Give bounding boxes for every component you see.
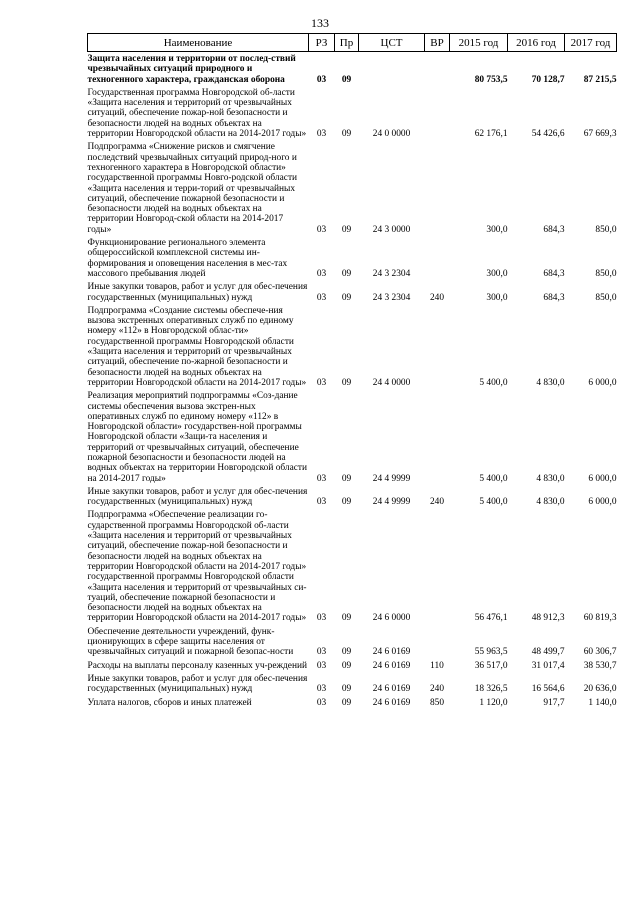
row-pr: 09	[341, 497, 352, 508]
row-2017: 60 819,3	[583, 613, 617, 624]
row-vr	[425, 389, 450, 485]
row-cst: 24 6 0169	[372, 684, 411, 695]
row-name: Подпрограмма «Обеспечение реализации го-сударственной программы Новгородской об-ласти «Защита населения и территорий от чрезвычайных ситуаций, обеспечение пожар-ной безопасности и безопасности людей на водных объектах на территории Новгородской области на 2014-2017 годы» государственной программы Новгородской области «Защита населения и территорий от чрезвычайных си-туаций, обеспечение пожарной безопасности и безопасности людей на водных объектах на территории Новгородской области на 2014-2017 годы»	[87, 510, 307, 624]
row-2015: 300,0	[486, 224, 508, 235]
row-name: Иные закупки товаров, работ и услуг для обес-печения государственных (муниципальных) нужд	[87, 486, 308, 508]
row-pr: 09	[341, 224, 352, 235]
budget-table	[87, 33, 617, 709]
row-rz: 03	[316, 647, 327, 658]
row-pr: 09	[341, 129, 352, 140]
row-pr: 09	[341, 697, 352, 708]
row-2017: 850,0	[595, 224, 617, 235]
row-name: Государственная программа Новгородской об-ласти «Защита населения и территорий от чрезвычайных ситуаций, обеспечение пожар-ной безопасности и безопасности людей на водных объектах на территории Новгородской области на 2014-2017 годы»	[87, 87, 307, 140]
row-2017: 6 000,0	[588, 497, 617, 508]
row-2017: 850,0	[595, 292, 617, 303]
table-row	[88, 696, 617, 709]
row-rz: 03	[316, 129, 327, 140]
row-cst: 24 3 2304	[372, 292, 411, 303]
row-rz: 03	[316, 613, 327, 624]
row-2015: 56 476,1	[474, 613, 508, 624]
row-cst	[359, 52, 425, 86]
row-2017: 20 636,0	[583, 684, 617, 695]
row-vr: 240	[429, 292, 445, 303]
row-cst: 24 4 9999	[372, 473, 411, 484]
table-row	[88, 672, 617, 696]
row-rz: 03	[316, 473, 327, 484]
row-2016: 684,3	[543, 292, 565, 303]
row-pr: 09	[341, 647, 352, 658]
row-rz: 03	[316, 292, 327, 303]
row-2015: 5 400,0	[479, 473, 508, 484]
row-2017: 6 000,0	[588, 377, 617, 388]
row-2016: 684,3	[543, 268, 565, 279]
row-2015: 1 120,0	[479, 697, 508, 708]
page-number: 133	[311, 16, 329, 30]
row-vr	[425, 236, 450, 280]
row-vr	[425, 86, 450, 140]
row-vr: 240	[429, 684, 445, 695]
row-cst: 24 6 0169	[372, 647, 411, 658]
row-rz: 03	[316, 224, 327, 235]
row-2016: 4 830,0	[536, 473, 565, 484]
row-2017: 850,0	[595, 268, 617, 279]
row-vr	[425, 625, 450, 659]
row-2016: 31 017,4	[531, 660, 565, 671]
table-header-row	[88, 34, 617, 52]
row-name: Защита населения и территории от послед-ствий чрезвычайных ситуаций природного и техногенного характера, гражданская оборона	[87, 54, 296, 85]
row-name: Реализация мероприятий подпрограммы «Соз-дание системы обеспечения вызова экстрен-ных оперативных служб по единому номеру «112» в Новгородской области» государствен-ной программы Новгородской области «Защи-та населения и территорий от чрезвычайных ситуаций, обеспечение пожарной безопасности и безопасности людей на водных объектах на территории Новгородской области на 2014-2017 годы»	[87, 391, 308, 484]
row-pr: 09	[341, 268, 352, 279]
row-name: Уплата налогов, сборов и иных платежей	[87, 697, 252, 708]
table-row	[88, 508, 617, 624]
row-pr: 09	[341, 74, 352, 85]
row-vr	[425, 52, 450, 86]
row-name: Иные закупки товаров, работ и услуг для обес-печения государственных (муниципальных) нужд	[87, 673, 308, 695]
table-row	[88, 625, 617, 659]
row-cst: 24 6 0169	[372, 660, 411, 671]
row-2016: 684,3	[543, 224, 565, 235]
header-2015: 2015 год	[450, 34, 508, 52]
row-cst: 24 4 0000	[372, 377, 411, 388]
header-pr: Пр	[335, 34, 359, 52]
row-2016: 16 564,6	[531, 684, 565, 695]
table-row	[88, 280, 617, 304]
row-name: Подпрограмма «Создание системы обеспече-ния вызова экстренных оперативных служб по единому номеру «112» в Новгородской облас-ти» государственной программы Новгородской области «Защита населения и территорий от чрезвычайных ситуаций, обеспечение по-жарной безопасности и безопасности людей на водных объектах на территории Новгородской области на 2014-2017 годы»	[87, 305, 307, 388]
row-2016: 54 426,6	[531, 129, 565, 140]
header-vr: ВР	[425, 34, 450, 52]
row-2015: 55 963,5	[474, 647, 508, 658]
row-2016: 48 912,3	[531, 613, 565, 624]
row-rz: 03	[316, 377, 327, 388]
row-2017: 60 306,7	[583, 647, 617, 658]
row-rz: 03	[316, 268, 327, 279]
row-2015: 300,0	[486, 268, 508, 279]
row-2015: 5 400,0	[479, 377, 508, 388]
row-cst: 24 0 0000	[372, 129, 411, 140]
row-vr: 110	[430, 660, 444, 671]
table-row	[88, 236, 617, 280]
row-cst: 24 3 0000	[372, 224, 411, 235]
row-name: Расходы на выплаты персоналу казенных уч-реждений	[87, 660, 307, 671]
row-rz: 03	[316, 660, 327, 671]
header-2017: 2017 год	[565, 34, 617, 52]
row-name: Иные закупки товаров, работ и услуг для обес-печения государственных (муниципальных) нужд	[87, 282, 308, 303]
row-cst: 24 6 0000	[372, 613, 411, 624]
row-rz: 03	[316, 497, 327, 508]
row-2017: 38 530,7	[583, 660, 617, 671]
row-pr: 09	[341, 292, 352, 303]
row-2017: 67 669,3	[583, 129, 617, 140]
row-vr	[425, 304, 450, 389]
row-2015: 18 326,5	[474, 684, 508, 695]
table-row	[88, 52, 617, 86]
row-cst: 24 4 9999	[372, 497, 411, 508]
table-row	[88, 659, 617, 672]
row-pr: 09	[341, 684, 352, 695]
table-row	[88, 389, 617, 485]
row-name: Функционирование регионального элемента общероссийской комплексной системы ин-формирования и оповещения населения в мес-тах массового пребывания людей	[87, 238, 288, 279]
row-2016: 4 830,0	[536, 377, 565, 388]
header-name: Наименование	[88, 34, 309, 52]
row-name: Обеспечение деятельности учреждений, функ-ционирующих в сфере защиты населения от чрезвычайных ситуаций и пожарной безопас-ности	[87, 626, 294, 658]
row-name: Подпрограмма «Снижение рисков и смягчение последствий чрезвычайных ситуаций природ-ного и техногенного характера в Новгородской области» государственной программы Новго-родской области «Защита населения и терри-торий от чрезвычайных ситуаций, обеспечение пожарной безопасности и безопасности людей на водных объектах на территории Новгород-ской области на 2014-2017 годы»	[87, 142, 298, 235]
header-2016: 2016 год	[508, 34, 565, 52]
row-2016: 48 499,7	[531, 647, 565, 658]
row-cst: 24 3 2304	[372, 268, 411, 279]
row-vr	[425, 140, 450, 236]
row-rz: 03	[316, 697, 327, 708]
row-cst: 24 6 0169	[372, 697, 411, 708]
row-vr: 240	[429, 497, 445, 508]
row-pr: 09	[341, 613, 352, 624]
row-rz: 03	[316, 74, 327, 85]
row-pr: 09	[341, 473, 352, 484]
row-2016: 917,7	[543, 697, 565, 708]
row-pr: 09	[341, 660, 352, 671]
row-vr: 850	[429, 697, 445, 708]
row-2015: 300,0	[486, 292, 508, 303]
row-pr: 09	[341, 377, 352, 388]
row-2015: 80 753,5	[474, 74, 508, 85]
row-2016: 4 830,0	[536, 497, 565, 508]
table-row	[88, 304, 617, 389]
row-2015: 5 400,0	[479, 497, 508, 508]
row-2017: 1 140,0	[588, 697, 617, 708]
table-row	[88, 485, 617, 509]
header-rz: РЗ	[309, 34, 335, 52]
row-vr	[425, 508, 450, 624]
table-row	[88, 86, 617, 140]
table-row	[88, 140, 617, 236]
row-2016: 70 128,7	[531, 74, 565, 85]
row-rz: 03	[316, 684, 327, 695]
row-2017: 87 215,5	[583, 74, 617, 85]
row-2015: 36 517,0	[474, 660, 508, 671]
row-2015: 62 176,1	[474, 129, 508, 140]
row-2017: 6 000,0	[588, 473, 617, 484]
header-cst: ЦСТ	[359, 34, 425, 52]
